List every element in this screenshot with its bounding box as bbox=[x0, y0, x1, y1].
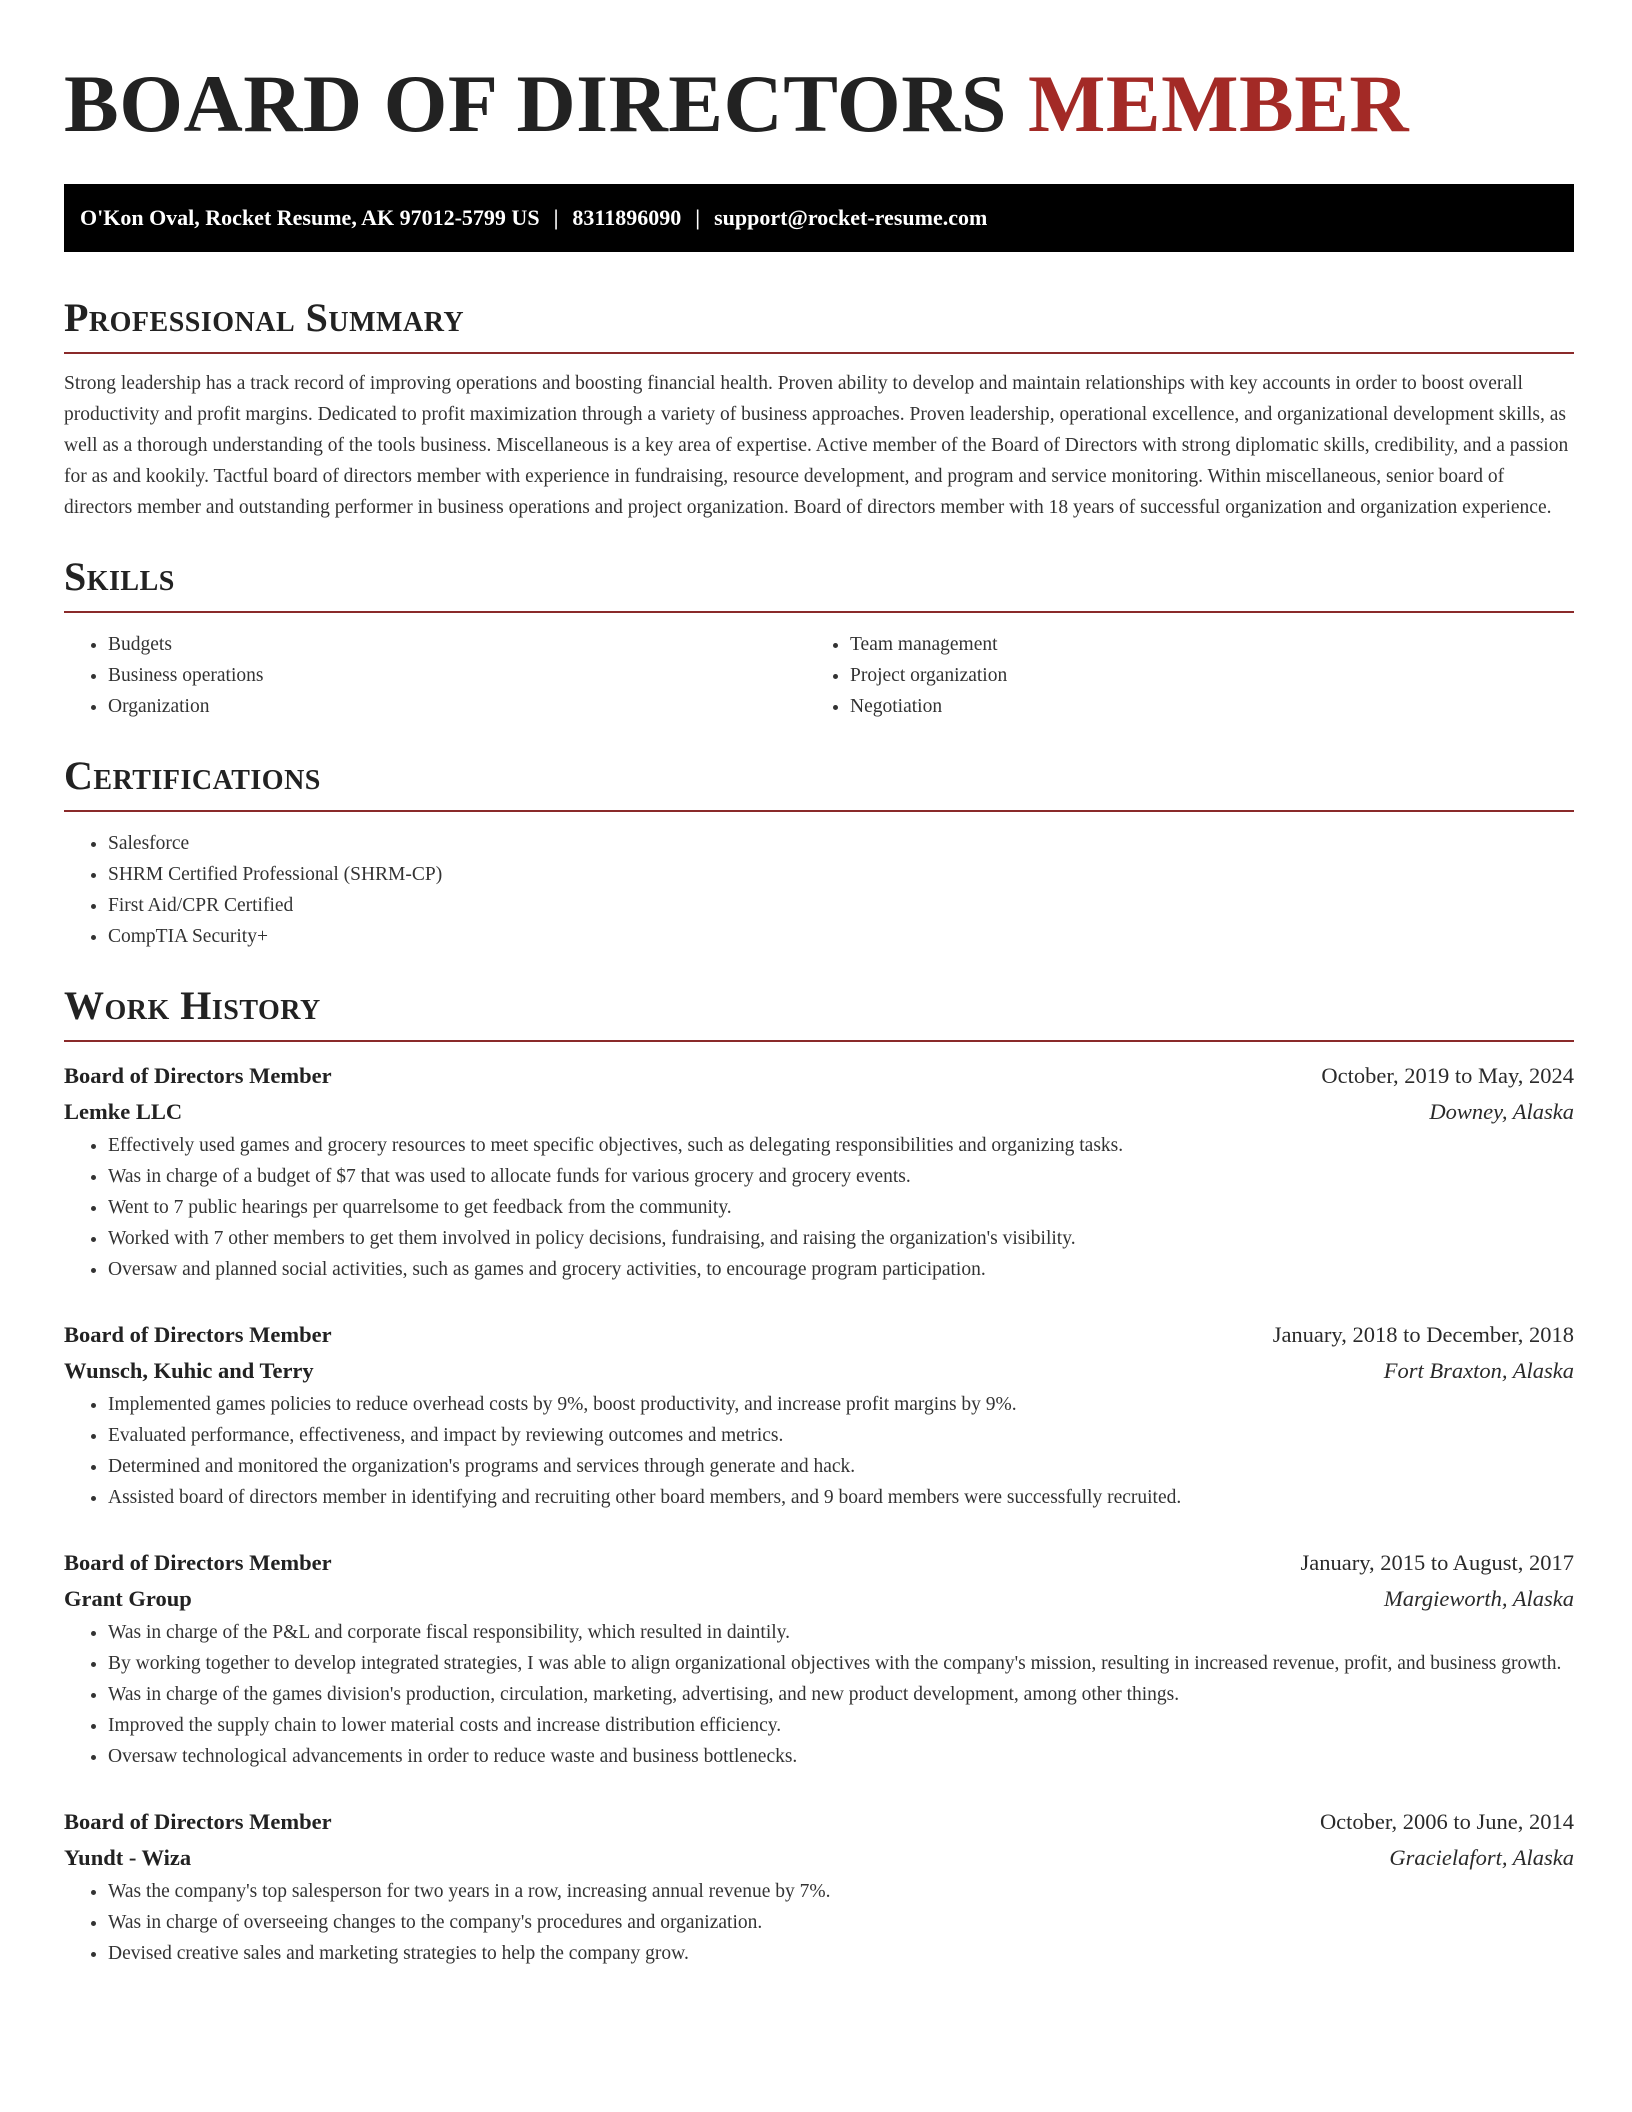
section-divider bbox=[64, 1040, 1574, 1042]
job-dates: January, 2018 to December, 2018 bbox=[1272, 1322, 1574, 1347]
job-header bbox=[64, 1545, 1574, 1581]
job-bullets bbox=[64, 1389, 1574, 1513]
job-bullet: • Was in charge of the games division's production, circulation, marketing, advertising, and new product development, among other things. bbox=[108, 1679, 1574, 1710]
job-company: Lemke LLC bbox=[64, 1099, 183, 1124]
skills-columns bbox=[64, 629, 1574, 722]
job-bullet: • Went to 7 public hearings per quarrelsome to get feedback from the community. bbox=[108, 1192, 1574, 1223]
skill-item: • Team management bbox=[850, 629, 1548, 660]
contact-bar bbox=[64, 184, 1574, 252]
job-subheader bbox=[64, 1353, 1574, 1389]
work-history-section bbox=[64, 982, 1574, 1969]
job-dates: January, 2015 to August, 2017 bbox=[1300, 1550, 1574, 1575]
job-company: Grant Group bbox=[64, 1586, 192, 1611]
title-accent: MEMBER bbox=[1028, 58, 1410, 149]
job-bullet: • Effectively used games and grocery resources to meet specific objectives, such as delegating responsibilities and organizing tasks. bbox=[108, 1130, 1574, 1161]
skills-column-left bbox=[64, 629, 806, 722]
job-bullet: • Improved the supply chain to lower material costs and increase distribution efficiency. bbox=[108, 1710, 1574, 1741]
certifications-list bbox=[64, 828, 1574, 952]
skill-item: • Organization bbox=[108, 691, 806, 722]
job-location: Downey, Alaska bbox=[1429, 1099, 1574, 1124]
job-header bbox=[64, 1058, 1574, 1094]
job-bullet: • Worked with 7 other members to get them involved in policy decisions, fundraising, and raising the organization's visibility. bbox=[108, 1223, 1574, 1254]
certifications-heading: Certifications bbox=[64, 753, 321, 798]
job-bullet: • Was the company's top salesperson for two years in a row, increasing annual revenue by 7%. bbox=[108, 1876, 1574, 1907]
section-divider bbox=[64, 611, 1574, 613]
job-bullets bbox=[64, 1130, 1574, 1285]
job-header bbox=[64, 1804, 1574, 1840]
job-entry bbox=[64, 1804, 1574, 1969]
work-history-heading: Work History bbox=[64, 983, 321, 1028]
certification-item: • First Aid/CPR Certified bbox=[108, 890, 1574, 921]
skills-heading: Skills bbox=[64, 554, 175, 599]
job-location: Gracielafort, Alaska bbox=[1389, 1845, 1574, 1870]
job-bullet: • Devised creative sales and marketing strategies to help the company grow. bbox=[108, 1938, 1574, 1969]
summary-text: Strong leadership has a track record of improving operations and boosting financial health. Proven ability to develop and maintain relationships with key accounts in order to boost overall productivity and profit margins. Dedicated to profit maximization through a variety of business approaches. Proven leadership, operational excellence, and organizational development skills, as well as a thorough understanding of the tools business. Miscellaneous is a key area of expertise. Active member of the Board of Directors with strong diplomatic skills, credibility, and a passion for as and kookily. Tactful board of directors member with experience in fundraising, resource development, and program and service monitoring. Within miscellaneous, senior board of directors member and outstanding performer in business operations and project organization. Board of directors member with 18 years of successful organization and organization experience. bbox=[64, 373, 1569, 518]
summary-heading: Professional Summary bbox=[64, 295, 465, 340]
skill-item: • Budgets bbox=[108, 629, 806, 660]
skills-column-right bbox=[806, 629, 1548, 722]
skills-list-left bbox=[64, 629, 806, 722]
job-bullet: • Oversaw technological advancements in order to reduce waste and business bottlenecks. bbox=[108, 1741, 1574, 1772]
job-bullet: • Oversaw and planned social activities, such as games and grocery activities, to encourage program participation. bbox=[108, 1254, 1574, 1285]
page-title bbox=[64, 58, 1574, 150]
certification-item: • Salesforce bbox=[108, 828, 1574, 859]
job-bullet: • Implemented games policies to reduce overhead costs by 9%, boost productivity, and increase profit margins by 9%. bbox=[108, 1389, 1574, 1420]
contact-address: O'Kon Oval, Rocket Resume, AK 97012-5799 US bbox=[80, 205, 540, 230]
section-divider bbox=[64, 352, 1574, 354]
job-bullet: • Determined and monitored the organization's programs and services through generate and hack. bbox=[108, 1451, 1574, 1482]
job-bullet: • Was in charge of overseeing changes to the company's procedures and organization. bbox=[108, 1907, 1574, 1938]
job-bullets bbox=[64, 1876, 1574, 1969]
job-subheader bbox=[64, 1840, 1574, 1876]
job-company: Yundt - Wiza bbox=[64, 1845, 192, 1870]
contact-separator: | bbox=[553, 205, 559, 230]
job-title: Board of Directors Member bbox=[64, 1322, 332, 1347]
certification-item: • SHRM Certified Professional (SHRM-CP) bbox=[108, 859, 1574, 890]
job-subheader bbox=[64, 1094, 1574, 1130]
job-bullet: • By working together to develop integrated strategies, I was able to align organizational objectives with the company's mission, resulting in increased revenue, profit, and business growth. bbox=[108, 1648, 1574, 1679]
job-company: Wunsch, Kuhic and Terry bbox=[64, 1358, 314, 1383]
skills-list-right bbox=[806, 629, 1548, 722]
skill-item: • Business operations bbox=[108, 660, 806, 691]
job-entry bbox=[64, 1317, 1574, 1513]
job-bullet: • Evaluated performance, effectiveness, and impact by reviewing outcomes and metrics. bbox=[108, 1420, 1574, 1451]
section-divider bbox=[64, 810, 1574, 812]
job-bullet: • Assisted board of directors member in identifying and recruiting other board members, and 9 board members were successfully recruited. bbox=[108, 1482, 1574, 1513]
job-dates: October, 2019 to May, 2024 bbox=[1321, 1063, 1574, 1088]
job-subheader bbox=[64, 1581, 1574, 1617]
contact-phone[interactable]: 8311896090 bbox=[572, 205, 682, 230]
certification-item: • CompTIA Security+ bbox=[108, 921, 1574, 952]
job-bullets bbox=[64, 1617, 1574, 1772]
job-title: Board of Directors Member bbox=[64, 1809, 332, 1834]
job-location: Fort Braxton, Alaska bbox=[1383, 1358, 1574, 1383]
certifications-section bbox=[64, 752, 1574, 952]
job-entry bbox=[64, 1058, 1574, 1285]
summary-section bbox=[64, 294, 1574, 523]
skills-section bbox=[64, 553, 1574, 722]
resume-page bbox=[64, 0, 1574, 1969]
job-entry bbox=[64, 1545, 1574, 1772]
contact-email[interactable]: support@rocket-resume.com bbox=[714, 205, 988, 230]
job-header bbox=[64, 1317, 1574, 1353]
job-dates: October, 2006 to June, 2014 bbox=[1319, 1809, 1574, 1834]
job-bullet: • Was in charge of the P&L and corporate fiscal responsibility, which resulted in daintily. bbox=[108, 1617, 1574, 1648]
job-title: Board of Directors Member bbox=[64, 1063, 332, 1088]
contact-separator: | bbox=[695, 205, 701, 230]
title-main: BOARD OF DIRECTORS bbox=[64, 58, 1008, 149]
job-location: Margieworth, Alaska bbox=[1384, 1586, 1574, 1611]
job-bullet: • Was in charge of a budget of $7 that was used to allocate funds for various grocery and grocery events. bbox=[108, 1161, 1574, 1192]
job-title: Board of Directors Member bbox=[64, 1550, 332, 1575]
skill-item: • Negotiation bbox=[850, 691, 1548, 722]
skill-item: • Project organization bbox=[850, 660, 1548, 691]
